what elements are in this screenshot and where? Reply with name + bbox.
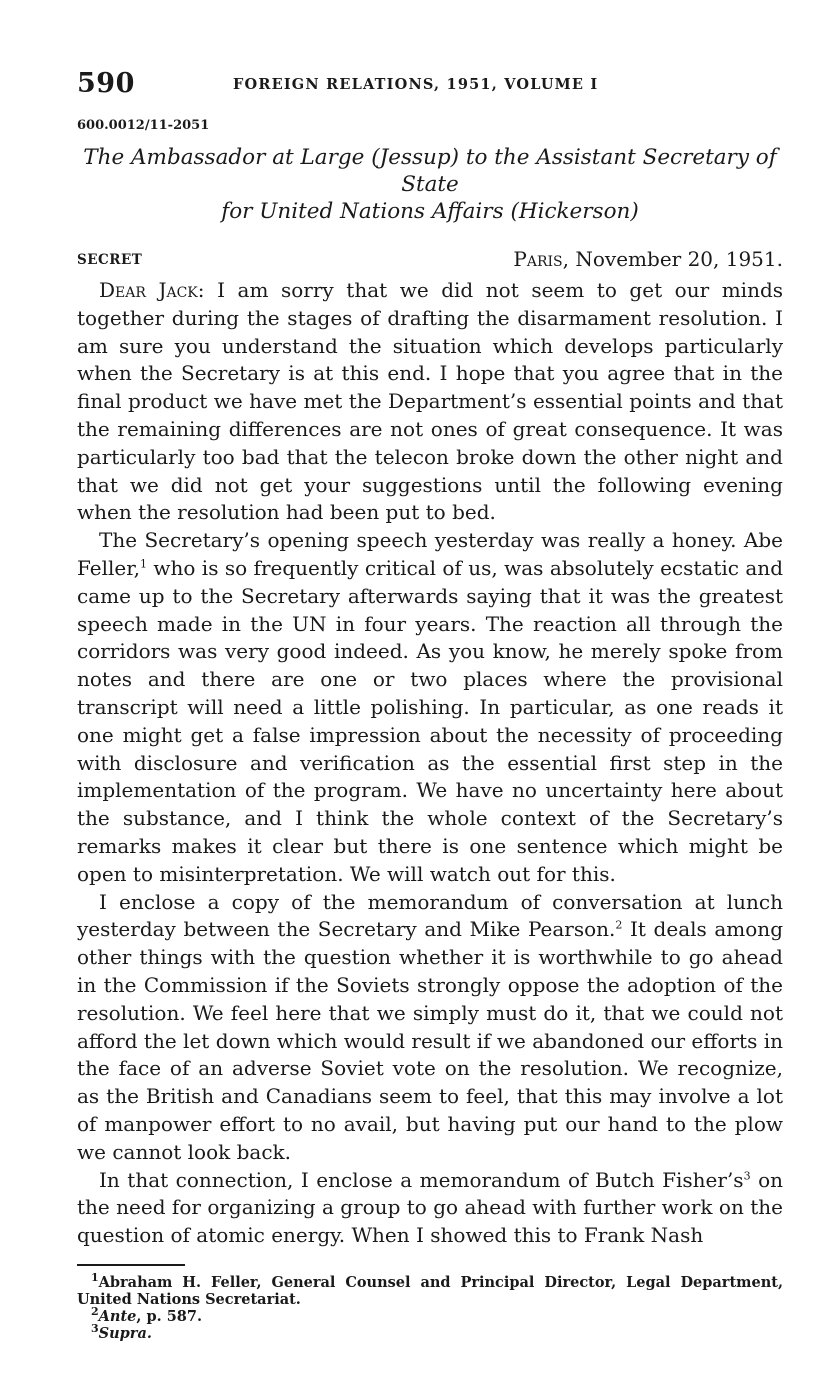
classification-dateline-row (77, 247, 783, 277)
paragraph-1-text: : I am sorry that we did not seem to get our minds together during the stages of drafting the disarmament resolution. I am sure you understand the situation which develops particularly when the Secretary is at this end. I hope that you agree that in the final product we have met the Department’s essential points and that the remaining differences are not ones of great consequence. It was particularly too bad that the telecon broke down the other night and that we did not get your suggestions until the following evening when the resolution had been put to bed. (77, 278, 784, 525)
paragraph-3-text-b: It deals among other things with the question whether it is worthwhile to go ahead in the Commission if the Soviets strongly oppose the adoption of the resolution. We feel here that we simply must do it, that we could not afford the let down which would result if we abandoned our efforts in the face of an adverse Soviet vote on the resolution. We recognize, as the British and Canadians seem to feel, that this may involve a lot of manpower effort to no avail, but having put our hand to the plow we cannot look back. (77, 917, 783, 1164)
document-title (77, 144, 783, 225)
document-page (77, 64, 783, 1342)
footnotes (77, 1271, 783, 1342)
document-title-line-1: The Ambassador at Large (Jessup) to the Assistant Secretary of State (83, 145, 777, 197)
running-head: FOREIGN RELATIONS, 1951, VOLUME I (233, 76, 599, 93)
footnote-ref-1: 1 (139, 557, 147, 571)
paragraph-4-text-b: on the need for organizing a group to go ahead with further work on the question of atomic energy. When I showed this to Frank Nash (77, 1167, 783, 1248)
page-header (77, 64, 783, 104)
footnote-mark-2: 2 (91, 1305, 99, 1319)
footnote-3-italic: Supra. (98, 1324, 152, 1342)
footnote-3 (77, 1322, 783, 1342)
paragraph-2-text-a: The Secretary’s opening speech yesterday was really a honey. Abe Feller, (77, 528, 783, 580)
letter-body (77, 277, 783, 1250)
paragraph-3-text-a: I enclose a copy of the memorandum of conversation at lunch yesterday between the Secretary and Mike Pearson. (77, 889, 783, 942)
letter-paragraph-2 (77, 527, 783, 888)
footnote-2-italic: Ante (98, 1307, 137, 1325)
letter-paragraph-4 (77, 1167, 783, 1250)
classification-marking: SECRET (77, 252, 143, 268)
dateline-date: , November 20, 1951. (562, 247, 783, 271)
footnote-2-text: , p. 587. (136, 1307, 203, 1325)
paragraph-4-text-a: In that connection, I enclose a memorandum of Butch Fisher’s (99, 1167, 744, 1192)
page-number: 590 (77, 68, 135, 99)
footnote-2 (77, 1305, 783, 1325)
footnote-divider (77, 1264, 185, 1266)
footnote-1-text: Abraham H. Feller, General Counsel and Principal Director, Legal Department, United Nations Secretariat. (77, 1273, 783, 1308)
salutation: Dear Jack (99, 278, 198, 302)
footnote-mark-3: 3 (91, 1322, 99, 1336)
letter-paragraph-3 (77, 889, 783, 1167)
footnote-mark-1: 1 (91, 1271, 99, 1285)
footnote-1 (77, 1271, 783, 1308)
footnote-ref-3: 3 (743, 1168, 751, 1182)
footnote-ref-2: 2 (615, 918, 623, 932)
dateline-place: Paris (513, 247, 563, 271)
file-number: 600.0012/11-2051 (77, 118, 210, 133)
document-title-line-2: for United Nations Affairs (Hickerson) (221, 199, 639, 224)
paragraph-2-text-b: who is so frequently critical of us, was absolutely ecstatic and came up to the Secretary afterwards saying that it was the greatest speech made in the UN in four years. The reaction all through the corridors was very good indeed. As you know, he merely spoke from notes and there are one or two places where the provisional transcript will need a little polishing. In particular, as one reads it one might get a false impression about the necessity of proceeding with disclosure and verification as the essential first step in the implementation of the program. We have no uncertainty here about the substance, and I think the whole context of the Secretary’s remarks makes it clear but there is one sentence which might be open to misinterpretation. We will watch out for this. (77, 555, 783, 886)
dateline (513, 247, 783, 271)
letter-paragraph-1 (77, 277, 783, 527)
